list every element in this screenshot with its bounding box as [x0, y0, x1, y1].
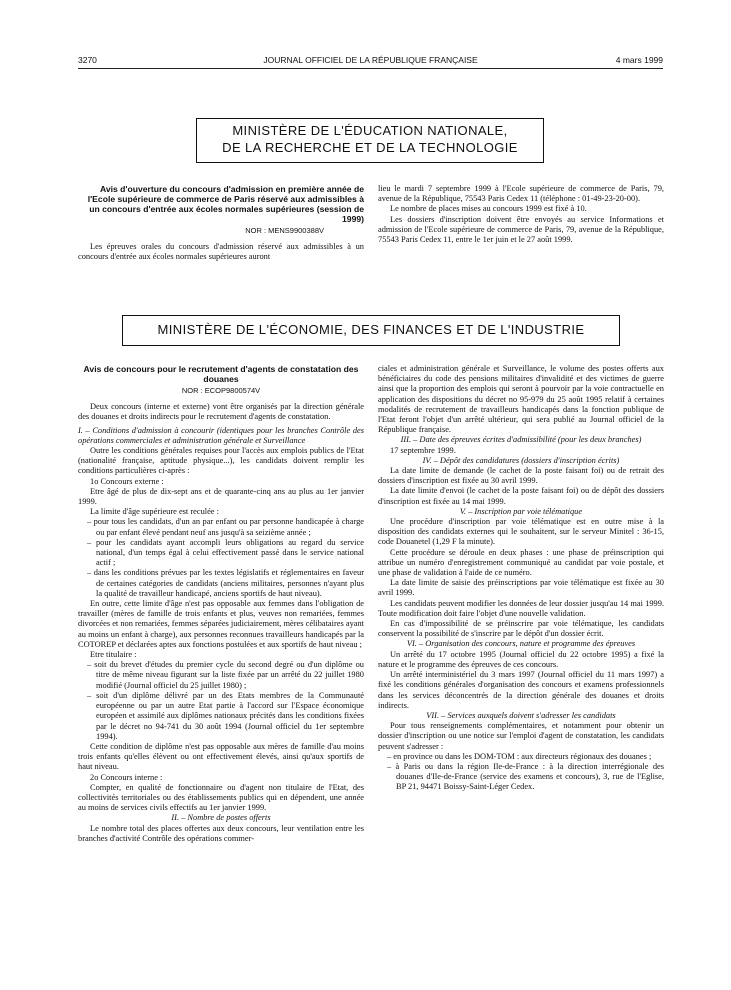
paragraph: ciales et administration générale et Surveillance, le volume des postes offerts aux bénéficiaires du code des pensions militaires d'invalidité et des victimes de guerre ainsi que la proportion des emplois qui seront à pourvoir par la voie contractuelle en application des dispositions du décret no 95-979 du 25 août 1995 relatif à certaines modalités de recrutement de travailleurs handicapés dans la fonction publique de l'Etat feront l'objet d'un arrêté ultérieur, qui sera publié au Journal officiel de la République française. [378, 364, 664, 435]
paragraph: lieu le mardi 7 septembre 1999 à l'Ecole supérieure de commerce de Paris, 79, avenue de la République, 75543 Paris Cedex 11 (téléphone : 01-49-23-20-00). [378, 184, 664, 204]
section-title: V. – Inscription par voie télématique [459, 506, 583, 516]
avis2-nor: NOR : ECOP9800574V [181, 386, 261, 395]
paragraph: Etre âgé de plus de dix-sept ans et de quarante-cinq ans au plus au 1er janvier 1999. [78, 486, 364, 507]
section-title: IV. – Dépôt des candidatures (dossiers d'inscription écrits) [422, 455, 620, 465]
paragraph: Les épreuves orales du concours d'admission réservé aux admissibles à un concours d'entrée aux écoles normales supérieures auront [78, 242, 364, 262]
section-title: II. – Nombre de postes offerts [171, 813, 271, 823]
paragraph: La date limite d'envoi (le cachet de la poste faisant foi) ou de dépôt des dossiers d'inscription est fixée au 14 mai 1999. [378, 486, 664, 506]
ministry-line: DE LA RECHERCHE ET DE LA TECHNOLOGIE [222, 140, 518, 155]
paragraph: En outre, cette limite d'âge n'est pas opposable aux femmes dans l'obligation de travailler (mères de famille de trois enfants et plus, veuves non remariées, femmes divorcées et non remariées, femmes séparées judiciairement, mères célibataires ayant au moins un enfant à charge), aux personnes reconnues travailleurs handicapés par la COTOREP et déclarées aptes aux fonctions postulées et aux sportifs de haut niveau ; [78, 599, 364, 649]
journal-title: JOURNAL OFFICIEL DE LA RÉPUBLIQUE FRANÇAISE [263, 55, 478, 65]
header-rule [78, 68, 663, 69]
avis1-nor: NOR : MENS9900388V [245, 226, 324, 235]
list-item: – en province ou dans les DOM-TOM : aux directeurs régionaux des douanes ; [387, 751, 652, 761]
section-title: VII. – Services auxquels doivent s'adresser les candidats [426, 710, 616, 720]
avis1-left-column [78, 184, 364, 263]
section-title: I. – Conditions d'admission à concourir (identiques pour les branches Contrôle des opérations commerciales et administration générale et Surveillance [78, 425, 364, 445]
paragraph: Deux concours (interne et externe) vont être organisés par la direction générale des douanes et droits indirects pour le recrutement d'agents de constatation. [78, 402, 364, 422]
paragraph: Cette procédure se déroule en deux phases : une phase de préinscription qui attribue un numéro d'enregistrement communiqué au candidat par voie postale, et une phase de validation à l'aide de ce numéro. [378, 547, 664, 578]
list-item: – soit du brevet d'études du premier cycle du second degré ou d'un diplôme ou titre de même niveau figurant sur la liste fixée par un arrêté du 22 juillet 1980 modifié (Journal officiel du 25 juillet 1980) ; [87, 660, 364, 690]
ministry-line: MINISTÈRE DE L'ÉDUCATION NATIONALE, [232, 123, 508, 138]
list-item: – dans les conditions prévues par les textes législatifs et réglementaires en faveur de certaines catégories de candidats (anciens militaires, personnes n'ayant plus la qualité de travailleur handicapé, anciens sportifs de haut niveau). [87, 568, 364, 598]
list-item: – soit d'un diplôme délivré par un des Etats membres de la Communauté européenne ou par un autre Etat partie à l'accord sur l'Espace économique européen et assimilé aux diplômes nationaux précités dans les conditions fixées par le décret no 94-741 du 30 août 1994 (Journal officiel du 1er septembre 1994). [87, 690, 364, 741]
avis1-title: Avis d'ouverture du concours d'admission en première année de l'Ecole supérieure de commerce de Paris réservé aux admissibles à un concours d'entrée aux écoles normales supérieures (session de 1999) [87, 184, 364, 224]
issue-date: 4 mars 1999 [615, 55, 663, 65]
paragraph: 17 septembre 1999. [390, 445, 456, 455]
paragraph: Les dossiers d'inscription doivent être envoyés au service Informations et admission de l'Ecole supérieure de commerce de Paris, 79, avenue de la République, 75543 Paris Cedex 11, entre le 1er juin et le 27 août 1999. [378, 214, 664, 245]
avis2-right-column [378, 364, 664, 793]
paragraph: Pour tous renseignements complémentaires, et notamment pour obtenir un dossier d'inscription ou une notice sur l'emploi d'agent de constatation, les candidats peuvent s'adresser : [378, 721, 664, 751]
paragraph: Etre titulaire : [90, 650, 137, 660]
paragraph: La limite d'âge supérieure est reculée : [90, 507, 219, 517]
list-item: – à Paris ou dans la région Ile-de-France : à la direction interrégionale des douanes d'Ile-de-France (service des examens et concours), 3, rue de l'Eglise, BP 21, 94471 Boissy-Saint-Léger Cedex. [387, 761, 664, 792]
paragraph: Le nombre de places mises au concours 1999 est fixé à 10. [390, 204, 587, 214]
paragraph: La date limite de saisie des préinscriptions par voie télématique est fixée au 30 avril 1999. [378, 578, 664, 598]
paragraph: En cas d'impossibilité de se préinscrire par voie télématique, les candidats conservent la possibilité de s'inscrire par le dépôt d'un dossier écrit. [378, 619, 664, 639]
paragraph: Cette condition de diplôme n'est pas opposable aux mères de famille d'au moins trois enfants qu'elles élèvent ou ont effectivement élevés, ainsi qu'aux sportifs de haut niveau. [78, 741, 364, 772]
avis1-right-column [378, 184, 664, 245]
paragraph: Le nombre total des places offertes aux deux concours, leur ventilation entre les branches d'activité Contrôle des opérations commer- [78, 823, 364, 843]
paragraph: Les candidats peuvent modifier les données de leur dossier jusqu'au 14 mai 1999. Toute modification doit faire l'objet d'une nouvelle validation. [378, 598, 664, 618]
paragraph: 2o Concours interne : [90, 772, 163, 782]
ministry-box-education [196, 118, 544, 163]
paragraph: 1o Concours externe : [90, 476, 164, 486]
section-title: III. – Date des épreuves écrites d'admissibilité (pour les deux branches) [400, 435, 642, 445]
list-item: – pour tous les candidats, d'un an par enfant ou par personne handicapée à charge ou par enfant élevé pendant neuf ans jusqu'à sa seizième année ; [87, 517, 364, 537]
paragraph: Un arrêté interministériel du 3 mars 1997 (Journal officiel du 11 mars 1997) a fixé les conditions générales d'organisation des concours et examens professionnels dans les services déconcentrés de la direction générale des douanes et droits indirects. [378, 670, 664, 710]
list-item: – pour les candidats ayant accompli leurs obligations au regard du service national, d'un temps égal à celui effectivement passé dans le service national actif ; [87, 537, 364, 568]
page-number: 3270 [78, 55, 97, 65]
paragraph: La date limite de demande (le cachet de la poste faisant foi) ou de retrait des dossiers d'inscription est fixée au 30 avril 1999. [378, 466, 664, 486]
page-header [78, 55, 663, 69]
ministry-box-economie [122, 315, 620, 346]
paragraph: Outre les conditions générales requises pour l'accès aux emplois publics de l'Etat (nationalité française, aptitude physique...), les candidats doivent remplir les conditions particulières ci-après : [78, 446, 364, 476]
paragraph: Une procédure d'inscription par voie télématique est en outre mise à la disposition des candidats externes qui le souhaitent, sur le serveur Minitel : 36-15, code Douanetel (1,29 F la minute). [378, 517, 664, 547]
avis2-left-column [78, 364, 364, 844]
paragraph: Compter, en qualité de fonctionnaire ou d'agent non titulaire de l'Etat, des collectivités territoriales ou des établissements publics qui en dépendent, une année au moins de services civils effectifs au 1er janvier 1999. [78, 782, 364, 813]
paragraph: Un arrêté du 17 octobre 1995 (Journal officiel du 22 octobre 1995) a fixé la nature et le programme des épreuves de ces concours. [378, 649, 664, 669]
avis2-title: Avis de concours pour le recrutement d'agents de constatation des douanes [83, 364, 359, 384]
ministry-line: MINISTÈRE DE L'ÉCONOMIE, DES FINANCES ET DE L'INDUSTRIE [157, 322, 585, 337]
section-title: VI. – Organisation des concours, nature et programme des épreuves [406, 639, 636, 649]
